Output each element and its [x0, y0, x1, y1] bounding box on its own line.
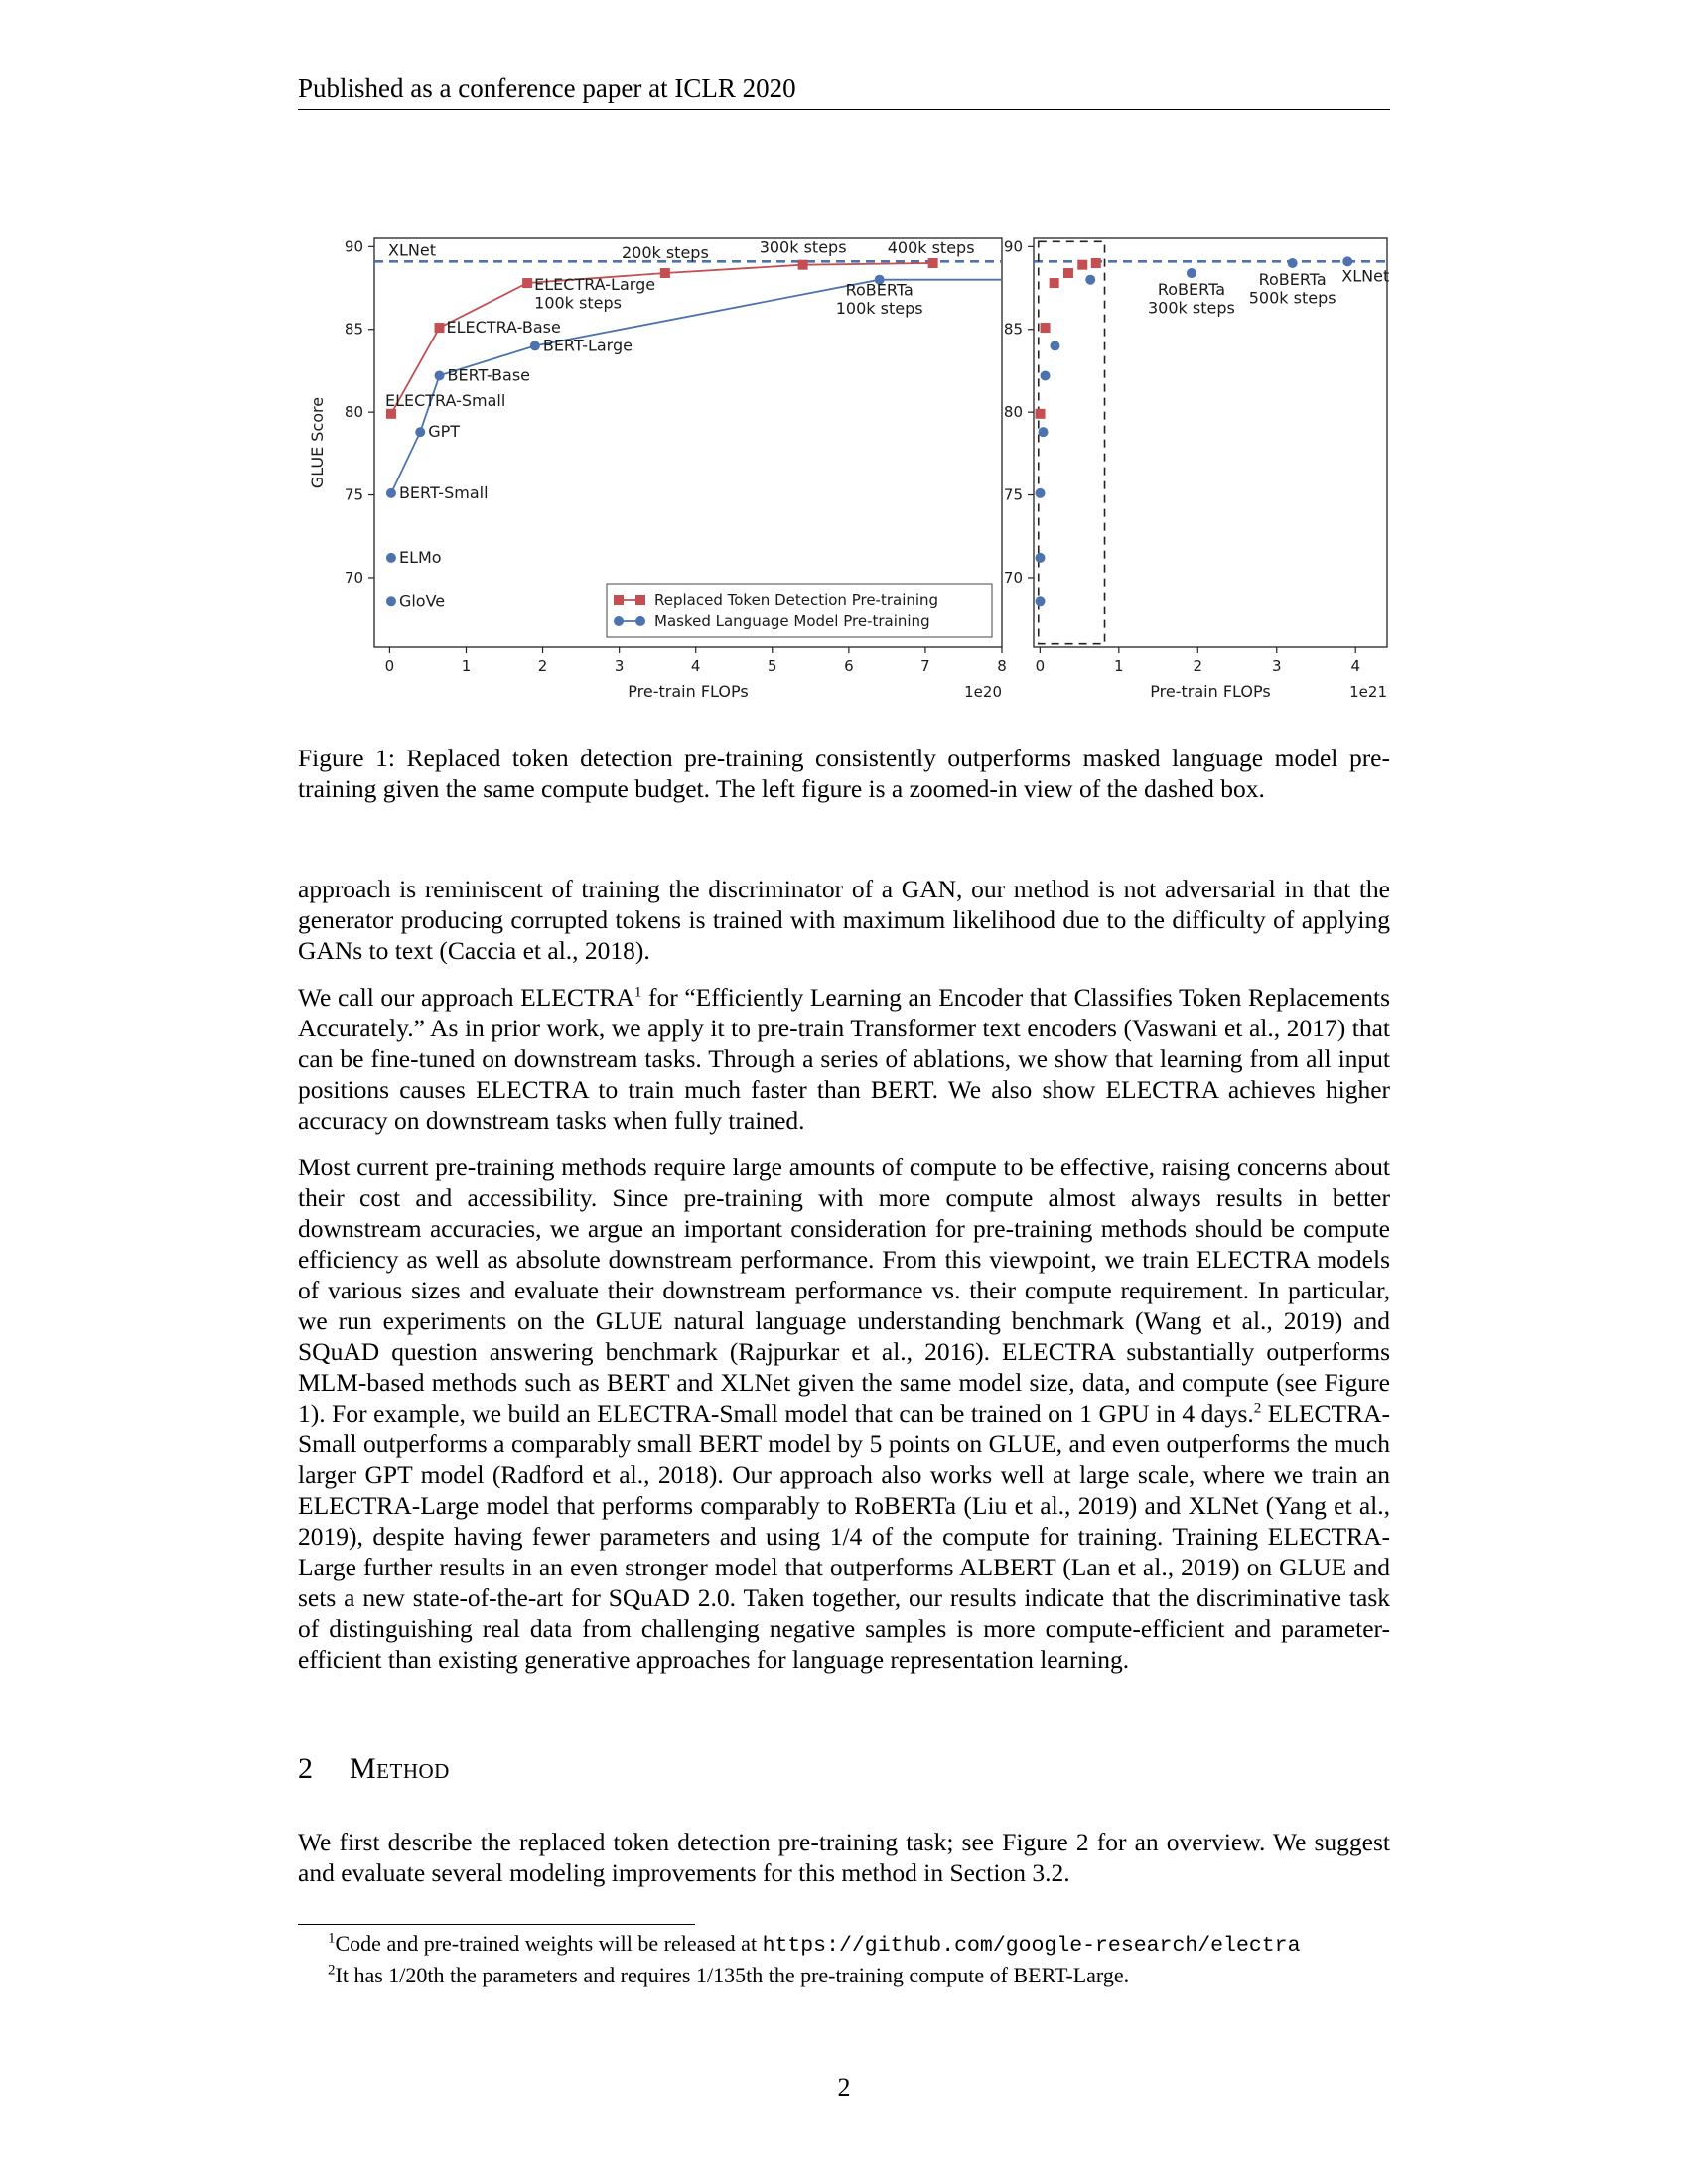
x-tick-label: 4 — [690, 657, 701, 675]
point-label: RoBERTa 300k steps — [1148, 280, 1235, 318]
x-axis-label: Pre-train FLOPs — [1150, 682, 1271, 701]
y-tick-label: 75 — [1003, 485, 1023, 504]
page-number: 2 — [837, 2073, 851, 2102]
point-label: GloVe — [398, 591, 446, 611]
y-tick-label: 80 — [344, 403, 363, 422]
figure-caption: Figure 1: Replaced token detection pre-training consistently outperforms masked language model pre-training given the same compute budget. The left figure is a zoomed-in view of the dashed box. — [298, 744, 1390, 803]
section-title: Method — [350, 1752, 450, 1785]
point-label: ELMo — [398, 547, 442, 567]
x-axis-label: Pre-train FLOPs — [628, 682, 749, 701]
x-offset-label: 1e20 — [964, 683, 1002, 701]
data-point — [415, 427, 425, 437]
data-point — [1036, 488, 1046, 498]
data-point — [1036, 409, 1046, 419]
point-label: BERT-Base — [447, 365, 531, 385]
footnote-ref-1[interactable]: 1 — [633, 984, 642, 1001]
data-point — [1041, 370, 1051, 380]
x-tick-label: 3 — [614, 657, 625, 675]
body-text — [298, 874, 1390, 1691]
x-tick-label: 2 — [1193, 657, 1203, 675]
legend-marker — [635, 595, 645, 605]
legend-marker — [614, 616, 624, 626]
section-number: 2 — [298, 1752, 313, 1785]
paragraph-3: Most current pre-training methods require large amounts of compute to be effective, raising concerns about their cost and accessibility. Since pre-training with more compute almost always results in better downstream accuracies, we argue an important consideration for pre-training methods should be compute efficiency as well as absolute downstream performance. From this viewpoint, we train ELECTRA models of various sizes and evaluate their downstream performance vs. their compute requirement. In particular, we run experiments on the GLUE natural language understanding benchmark (Wang et al., 2019) and SQuAD question answering benchmark (Rajpurkar et al., 2016). ELECTRA substantially outperforms MLM-based methods such as BERT and XLNet given the same model size, data, and compute (see Figure 1). For example, we build an ELECTRA-Small model that can be trained on 1 GPU in 4 days.$^2$ ELECTRA-Small outperforms a comparably small BERT model by 5 points on GLUE, and even outperforms the much larger GPT model (Radford et al., 2018). Our approach also works well at large scale, where we train an ELECTRA-Large model that performs comparably to RoBERTa (Liu et al., 2019) and XLNet (Yang et al., 2019), despite having fewer parameters and using 1/4 of the compute for training. Training ELECTRA-Large further results in an even stronger model that outperforms ALBERT (Lan et al., 2019) on GLUE and sets a new state-of-the-art for SQuAD 2.0. Taken together, our results indicate that the discriminative task of distinguishing real data from challenging negative samples is more compute-efficient and parameter-efficient than existing generative approaches for language representation learning. — [298, 1153, 1391, 1674]
x-tick-label: 2 — [537, 657, 548, 675]
chart-right-panel — [1004, 237, 1389, 701]
series-2 — [386, 553, 396, 606]
point-label: ELECTRA-Large 100k steps — [534, 275, 656, 313]
data-point — [435, 370, 445, 380]
point-label: RoBERTa 100k steps — [835, 280, 923, 319]
data-point — [386, 596, 396, 606]
data-point — [1039, 427, 1049, 437]
data-point — [1085, 275, 1095, 285]
legend-marker — [635, 616, 645, 626]
x-tick-label: 4 — [1350, 657, 1360, 675]
data-point — [928, 258, 938, 268]
y-axis-label: GLUE Score — [308, 396, 327, 489]
data-point — [386, 488, 396, 498]
data-point — [1050, 278, 1059, 288]
data-point — [530, 341, 540, 350]
x-tick-label: 0 — [384, 657, 395, 675]
x-tick-label: 7 — [920, 657, 930, 675]
footnote-ref-2[interactable]: 2 — [1253, 1400, 1262, 1417]
x-tick-label: 0 — [1035, 657, 1046, 675]
x-tick-label: 8 — [997, 657, 1007, 675]
figure-1 — [293, 220, 1395, 707]
data-point — [386, 553, 396, 563]
x-tick-label: 5 — [768, 657, 777, 675]
point-label: 200k steps — [621, 243, 709, 263]
point-label: 400k steps — [887, 238, 975, 258]
point-label: XLNet — [1341, 266, 1390, 286]
legend-marker — [614, 595, 624, 605]
y-tick-label: 85 — [1003, 320, 1023, 339]
data-point — [798, 260, 808, 270]
data-point — [1036, 553, 1046, 563]
running-header: Published as a conference paper at ICLR 2020 — [298, 71, 1390, 110]
zoom-box — [1039, 241, 1105, 643]
section-heading — [298, 1751, 450, 1787]
y-tick-label: 70 — [1003, 568, 1023, 587]
legend-entry: Replaced Token Detection Pre-training — [654, 591, 939, 609]
x-tick-label: 3 — [1271, 657, 1282, 675]
footnote-divider — [298, 1924, 695, 1925]
data-point — [1091, 258, 1101, 268]
y-tick-label: 70 — [344, 568, 363, 587]
data-point — [1063, 268, 1073, 278]
data-point — [435, 323, 445, 333]
data-point — [1077, 260, 1087, 270]
y-tick-label: 85 — [344, 320, 363, 339]
footnotes — [298, 1930, 1390, 1991]
x-offset-label: 1e21 — [1349, 683, 1387, 701]
point-label: BERT-Large — [542, 336, 633, 355]
data-point — [386, 409, 396, 419]
footnote-2: $^2$It has 1/20th the parameters and requires 1/135th the pre-training compute of BERT-Large. — [328, 1962, 1130, 1987]
data-point — [522, 278, 532, 288]
x-tick-label: 1 — [1114, 657, 1124, 675]
x-tick-label: 1 — [461, 657, 472, 675]
reference-line-label: XLNet — [388, 240, 436, 260]
x-tick-label: 6 — [844, 657, 854, 675]
y-tick-label: 90 — [344, 237, 363, 256]
legend-entry: Masked Language Model Pre-training — [654, 613, 930, 630]
point-label: 300k steps — [759, 237, 847, 257]
point-label: RoBERTa 500k steps — [1248, 270, 1336, 308]
point-label: ELECTRA-Base — [446, 318, 561, 338]
y-tick-label: 75 — [344, 485, 363, 504]
data-point — [1050, 341, 1059, 350]
data-point — [1041, 323, 1051, 333]
y-tick-label: 90 — [1003, 237, 1023, 256]
point-label: ELECTRA-Small — [384, 390, 506, 410]
point-label: BERT-Small — [398, 482, 489, 502]
point-label: GPT — [428, 422, 461, 442]
data-point — [1342, 256, 1352, 266]
data-point — [1187, 268, 1196, 278]
footnote-1: $^1$Code and pre-trained weights will be released at https://github.com/google-research/electra — [328, 1930, 1301, 1958]
footnote-link[interactable]: https://github.com/google-research/electra — [762, 1934, 1301, 1958]
data-point — [1288, 258, 1298, 268]
data-point — [1036, 596, 1046, 606]
y-tick-label: 80 — [1003, 403, 1023, 422]
chart-left-panel — [308, 237, 1007, 701]
data-point — [660, 268, 670, 278]
paragraph-1: approach is reminiscent of training the discriminator of a GAN, our method is not adversarial in that the generator producing corrupted tokens is trained with maximum likelihood due to the difficulty of applying GANs to text (Caccia et al., 2018). — [298, 875, 1390, 965]
chart-legend — [607, 584, 992, 637]
paragraph-2: We call our approach ELECTRA$^1$ for “Efficiently Learning an Encoder that Classifies Token Replacements Accurately.” As in prior work, we apply it to pre-train Transformer text encoders (Vaswani et al., 2017) that can be fine-tuned on downstream tasks. Through a series of ablations, we show that learning from all input positions causes ELECTRA to train much faster than BERT. We also show ELECTRA achieves higher accuracy on downstream tasks when fully trained. — [298, 983, 1390, 1135]
method-paragraph: We first describe the replaced token detection pre-training task; see Figure 2 for an overview. We suggest and evaluate several modeling improvements for this method in Section 3.2. — [298, 1828, 1390, 1887]
